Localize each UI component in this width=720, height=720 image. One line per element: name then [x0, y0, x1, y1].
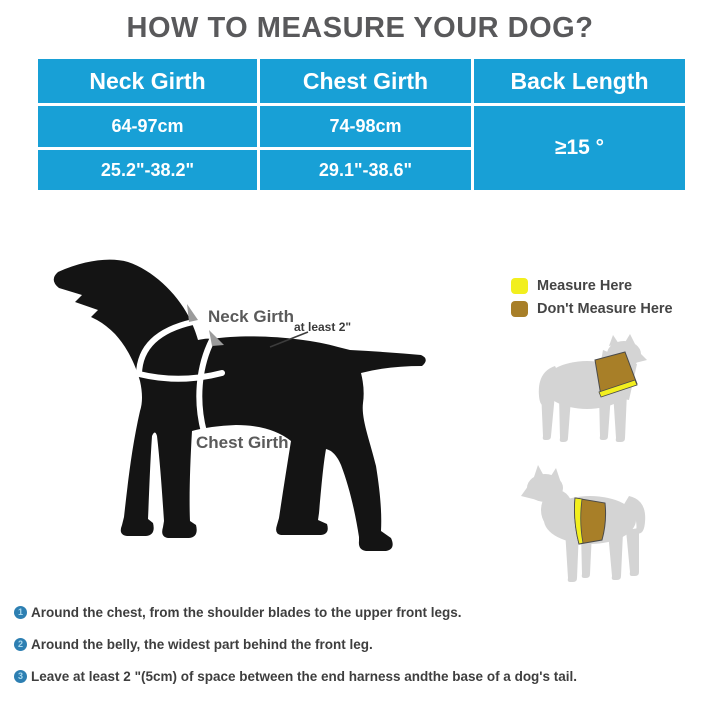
dog-silhouette	[54, 260, 426, 551]
neck-harness-dog-illustration	[525, 330, 715, 450]
table-cell-back-length: ≥15 °	[474, 106, 685, 190]
note-number-badge: 3	[14, 670, 27, 683]
dog-leg	[599, 394, 611, 440]
note-row	[14, 633, 714, 655]
dog-measure-illustration	[40, 250, 460, 590]
legend-item-dont-measure	[511, 301, 673, 317]
note-text: Around the belly, the widest part behind the front leg.	[31, 636, 373, 652]
dog-leg	[541, 390, 555, 440]
measure-here-swatch	[511, 278, 528, 294]
note-number-badge: 2	[14, 638, 27, 651]
note-number-badge: 1	[14, 606, 27, 619]
note-text: Leave at least 2 "(5cm) of space between the end harness andthe base of a dog's tail.	[31, 668, 578, 684]
note-row	[14, 665, 714, 687]
legend	[511, 278, 673, 324]
table-header-back-length: Back Length	[474, 59, 685, 103]
neck-girth-label: Neck Girth	[208, 307, 294, 326]
table-cell-neck-cm: 64-97cm	[38, 106, 257, 147]
table-cell-chest-inch: 29.1"-38.6"	[260, 150, 471, 190]
note-row	[14, 601, 714, 623]
dog-leg	[608, 532, 623, 580]
chest-girth-label: Chest Girth	[196, 433, 289, 452]
dog-leg	[626, 528, 639, 576]
table-cell-neck-inch: 25.2"-38.2"	[38, 150, 257, 190]
dont-measure-here-swatch	[511, 301, 528, 317]
at-least-2-label: at least 2"	[294, 320, 352, 334]
measuring-notes	[14, 601, 714, 697]
legend-item-measure	[511, 278, 673, 294]
legend-label: Don't Measure Here	[537, 301, 673, 317]
table-cell-chest-cm: 74-98cm	[260, 106, 471, 147]
dog-leg	[565, 530, 579, 582]
note-text: Around the chest, from the shoulder blades to the upper front legs.	[31, 604, 462, 620]
table-header-chest-girth: Chest Girth	[260, 59, 471, 103]
dog-leg	[613, 392, 627, 442]
legend-label: Measure Here	[537, 278, 633, 294]
table-header-neck-girth: Neck Girth	[38, 59, 257, 103]
size-table	[38, 59, 685, 190]
page-title: HOW TO MEASURE YOUR DOG?	[126, 12, 594, 44]
belly-harness-dog-illustration	[495, 460, 710, 595]
dog-leg	[559, 396, 571, 442]
